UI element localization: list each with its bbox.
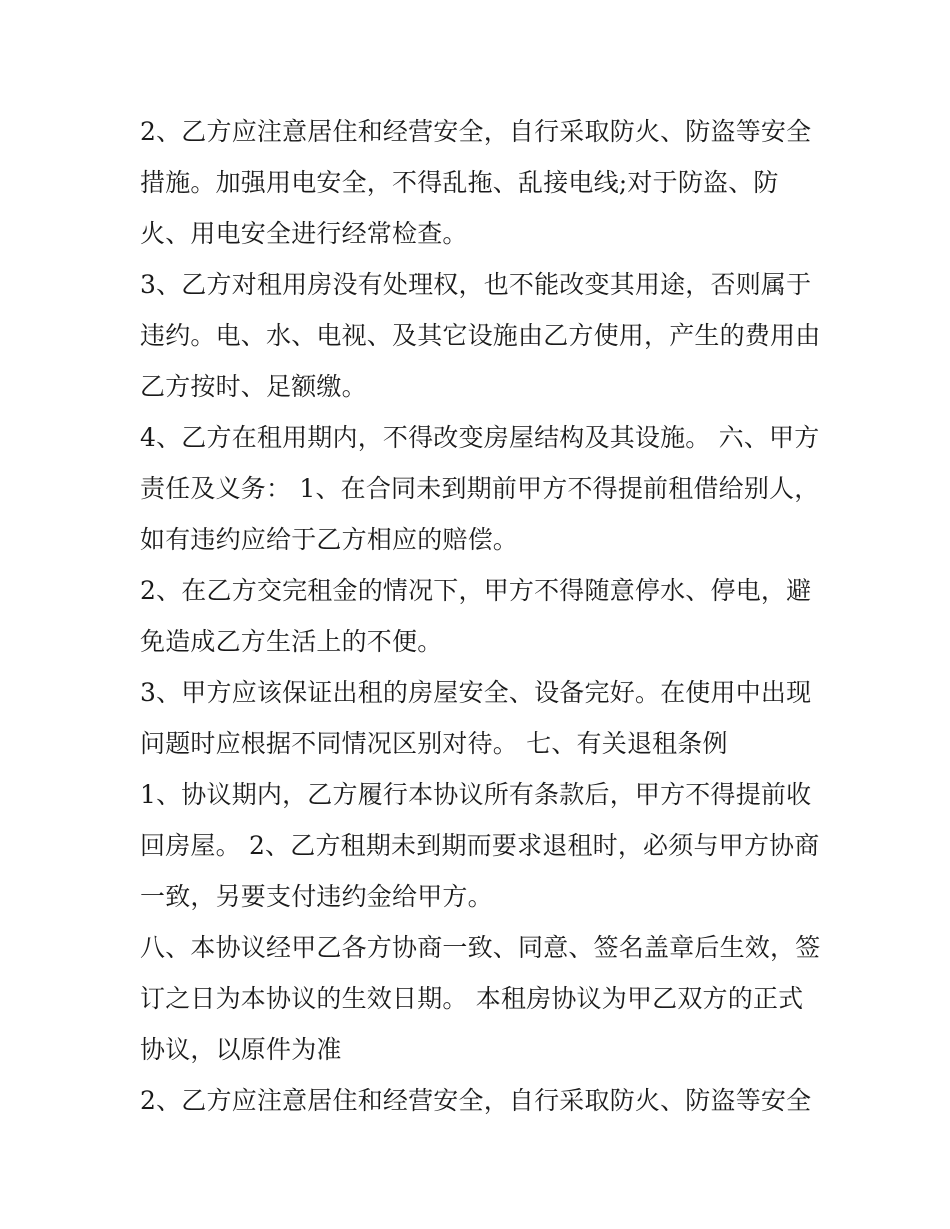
text-line: 2、乙方应注意居住和经营安全，自行采取防火、防盗等安全 [140,117,812,146]
text-line: 4、乙方在租用期内，不得改变房屋结构及其设施。 六、甲方 [140,423,820,452]
text-line: 3、甲方应该保证出租的房屋安全、设备完好。在使用中出现 [140,678,812,707]
text-line: 2、乙方应注意居住和经营安全，自行采取防火、防盗等安全 [140,1086,812,1115]
text-line: 违约。电、水、电视、及其它设施由乙方使用，产生的费用由 [140,321,821,350]
text-line: 协议，以原件为准 [140,1035,342,1064]
text-line: 八、本协议经甲乙各方协商一致、同意、签名盖章后生效，签 [140,933,821,962]
text-line: 一致，另要支付违约金给甲方。 [140,882,493,911]
text-line: 1、协议期内，乙方履行本协议所有条款后，甲方不得提前收 [140,780,812,809]
text-line: 2、在乙方交完租金的情况下，甲方不得随意停水、停电，避 [140,576,812,605]
text-line: 免造成乙方生活上的不便。 [140,627,443,656]
document-body [140,106,820,1126]
text-line: 如有违约应给于乙方相应的赔偿。 [140,525,519,554]
text-line: 问题时应根据不同情况区别对待。 七、有关退租条例 [140,729,728,758]
text-line: 措施。加强用电安全，不得乱拖、乱接电线;对于防盗、防 [140,168,779,197]
text-line: 乙方按时、足额缴。 [140,372,367,401]
text-line: 订之日为本协议的生效日期。 本租房协议为甲乙双方的正式 [140,984,804,1013]
text-line: 责任及义务： 1、在合同未到期前甲方不得提前租借给别人， [140,474,820,503]
text-line: 3、乙方对租用房没有处理权，也不能改变其用途，否则属于 [140,270,812,299]
text-line: 回房屋。 2、乙方租期未到期而要求退租时，必须与甲方协商 [140,831,820,860]
text-line: 火、用电安全进行经常检查。 [140,219,468,248]
